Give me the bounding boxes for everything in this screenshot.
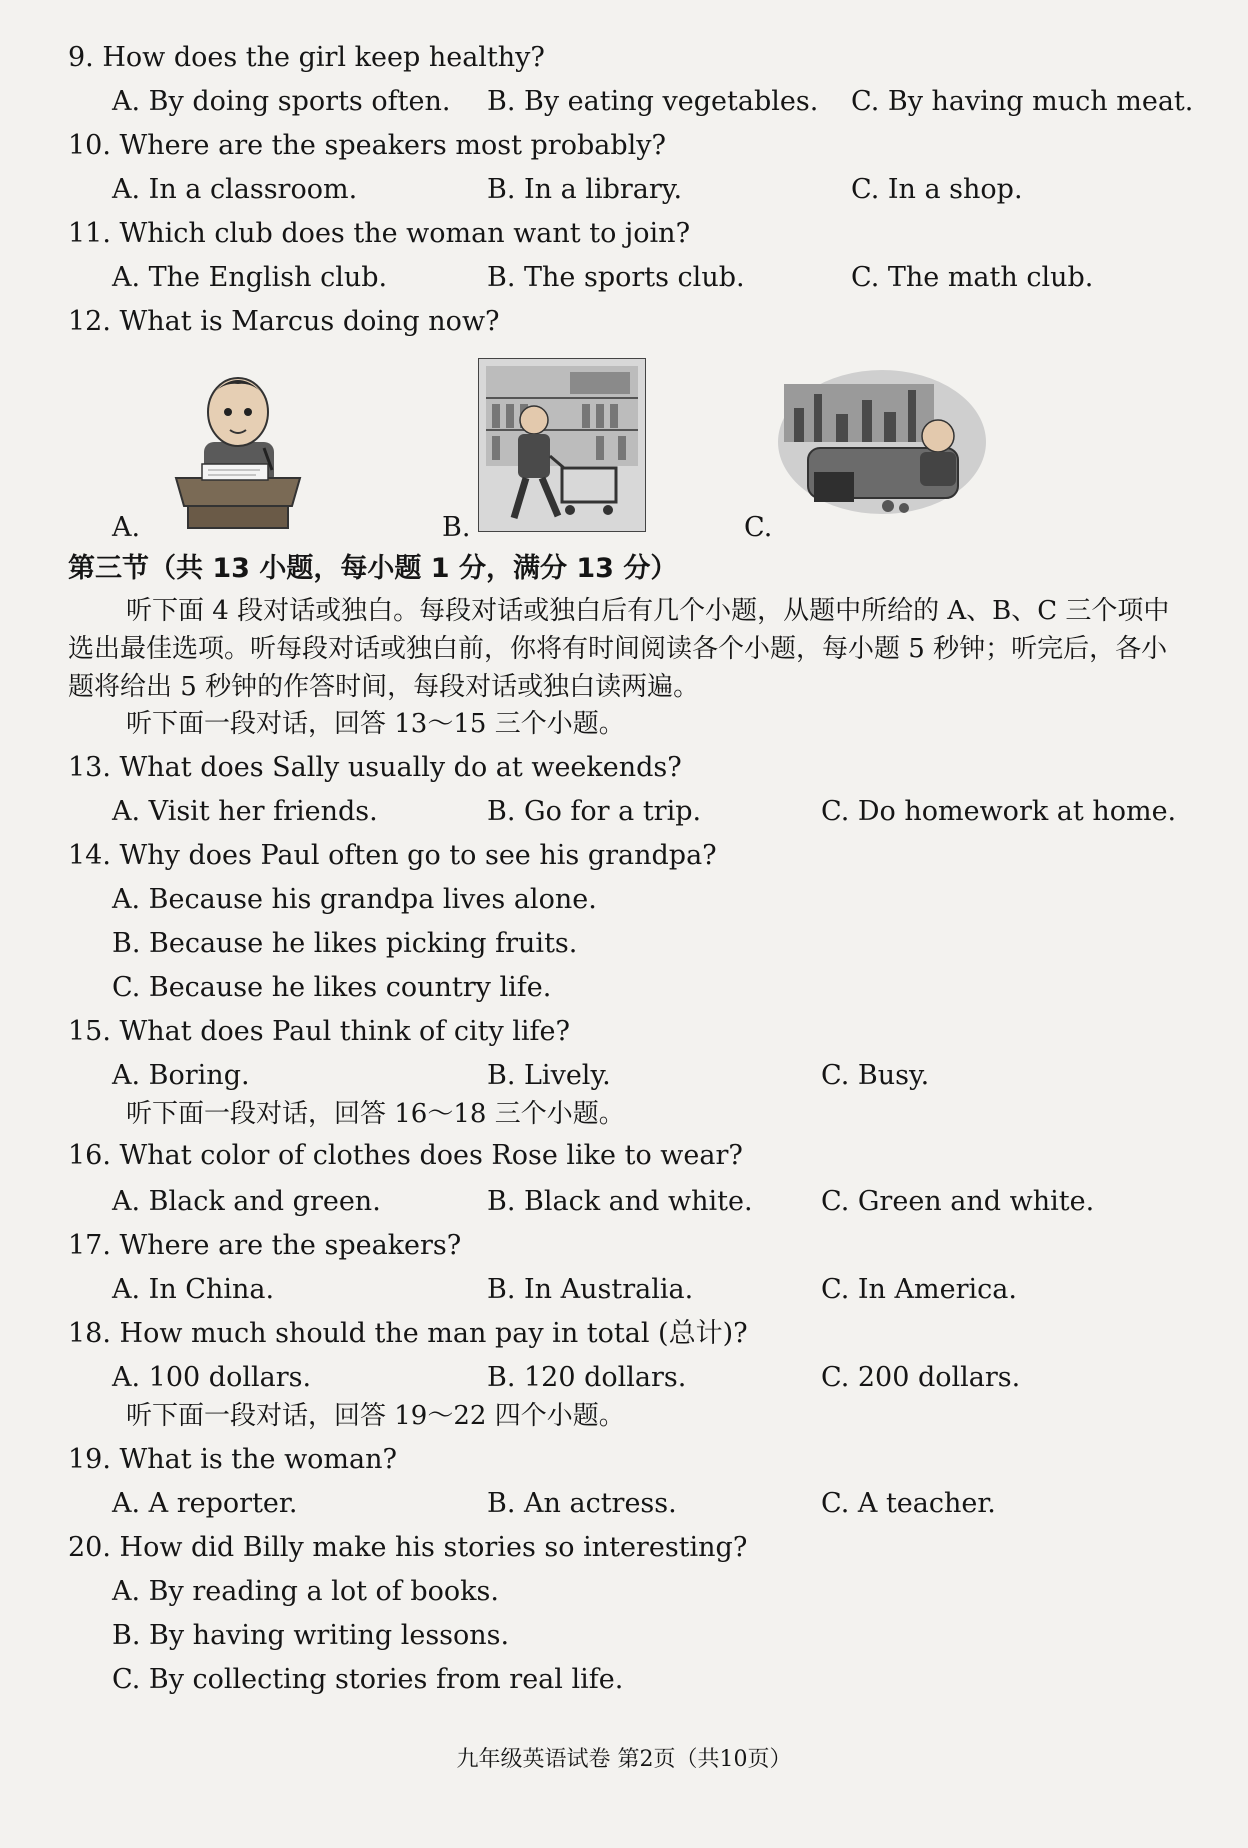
q10-option-c: C. In a shop. [851,174,1023,205]
question-14: 14. Why does Paul often go to see his grandpa? [68,840,717,871]
q9-option-c: C. By having much meat. [851,86,1194,117]
q9-option-a: A. By doing sports often. [112,86,451,117]
q15-option-c: C. Busy. [821,1060,930,1091]
question-19: 19. What is the woman? [68,1444,397,1475]
question-18: 18. How much should the man pay in total (总计)? [68,1318,748,1349]
q13-option-a: A. Visit her friends. [112,796,378,827]
question-15: 15. What does Paul think of city life? [68,1016,571,1047]
q12-option-a: A. [112,512,141,543]
q10-option-b: B. In a library. [487,174,683,205]
q18-option-b: B. 120 dollars. [487,1362,687,1393]
picture-b-boy-shopping [478,358,646,532]
q12-option-c: C. [744,512,773,543]
section-3-instructions-text: 听下面 4 段对话或独白。每段对话或独白后有几个小题，从题中所给的 A、B、C 三个项中选出最佳选项。听每段对话或独白前，你将有时间阅读各个小题，每小题 5 秒钟；听完后，各小题将给出 5 秒钟的作答时间，每段对话或独白读两遍。 [68,596,1170,702]
dialogue-note-16-18: 听下面一段对话，回答 16～18 三个小题。 [126,1099,625,1129]
q19-option-c: C. A teacher. [821,1488,996,1519]
q11-option-c: C. The math club. [851,262,1094,293]
question-12: 12. What is Marcus doing now? [68,306,500,337]
q16-option-c: C. Green and white. [821,1186,1095,1217]
question-17: 17. Where are the speakers? [68,1230,462,1261]
section-3-title: 第三节（共 13 小题，每小题 1 分，满分 13 分） [68,553,678,584]
question-9: 9. How does the girl keep healthy? [68,42,545,73]
q11-option-a: A. The English club. [112,262,388,293]
q19-option-a: A. A reporter. [112,1488,298,1519]
q17-option-c: C. In America. [821,1274,1017,1305]
question-16: 16. What color of clothes does Rose like to wear? [68,1140,743,1171]
q19-option-b: B. An actress. [487,1488,677,1519]
picture-c-boy-on-sofa [778,364,986,520]
question-11: 11. Which club does the woman want to join? [68,218,691,249]
q17-option-b: B. In Australia. [487,1274,694,1305]
q16-option-a: A. Black and green. [112,1186,381,1217]
q18-option-a: A. 100 dollars. [112,1362,312,1393]
q13-option-b: B. Go for a trip. [487,796,702,827]
q15-option-b: B. Lively. [487,1060,611,1091]
q13-option-c: C. Do homework at home. [821,796,1177,827]
q20-option-c: C. By collecting stories from real life. [112,1664,624,1695]
q16-option-b: B. Black and white. [487,1186,753,1217]
q20-option-a: A. By reading a lot of books. [112,1576,499,1607]
q15-option-a: A. Boring. [112,1060,250,1091]
question-13: 13. What does Sally usually do at weekends? [68,752,682,783]
question-20: 20. How did Billy make his stories so interesting? [68,1532,748,1563]
dialogue-note-13-15: 听下面一段对话，回答 13～15 三个小题。 [126,709,625,739]
q10-option-a: A. In a classroom. [112,174,358,205]
page-footer: 九年级英语试卷 第2页（共10页） [456,1747,792,1772]
q20-option-b: B. By having writing lessons. [112,1620,510,1651]
q14-option-b: B. Because he likes picking fruits. [112,928,578,959]
q14-option-c: C. Because he likes country life. [112,972,552,1003]
q14-option-a: A. Because his grandpa lives alone. [112,884,597,915]
section-3-instructions [68,592,1192,706]
q17-option-a: A. In China. [112,1274,275,1305]
q18-option-c: C. 200 dollars. [821,1362,1021,1393]
dialogue-note-19-22: 听下面一段对话，回答 19～22 四个小题。 [126,1401,625,1431]
picture-a-boy-writing [168,360,308,532]
q11-option-b: B. The sports club. [487,262,745,293]
question-10: 10. Where are the speakers most probably? [68,130,666,161]
q9-option-b: B. By eating vegetables. [487,86,819,117]
q12-option-b: B. [442,512,471,543]
